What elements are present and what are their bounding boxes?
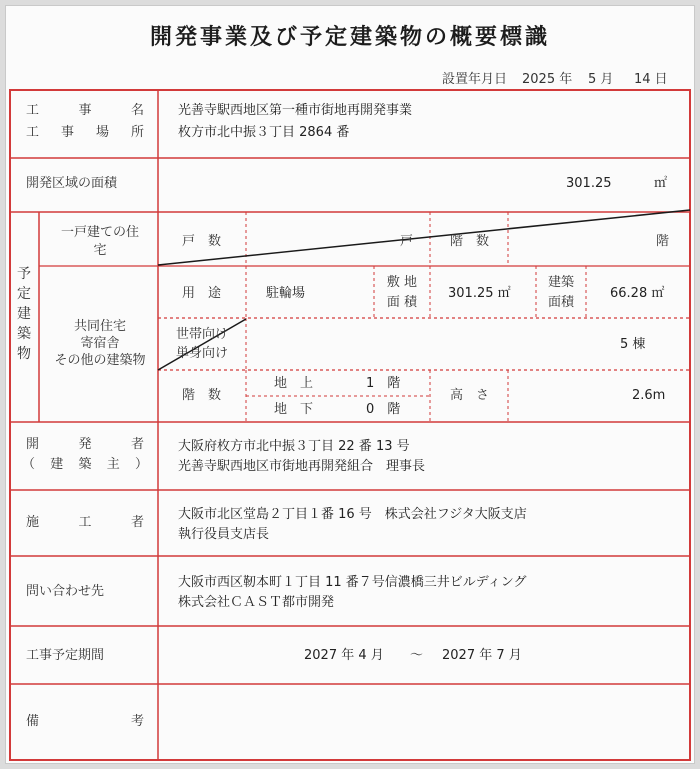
contact-label: 問い合わせ先 [26,584,105,599]
detached-units-label: 戸 数 [182,234,222,249]
install-date-month: 5 月 [588,72,614,87]
contact-line2: 株式会社ＣＡＳＴ都市開発 [178,595,335,610]
developer-label-2: （ 建 築 主 ） [22,457,148,472]
collective-label-2: 寄宿舎 [80,336,120,351]
contractor-line2: 執行役員支店長 [178,527,270,542]
detached-floors-label: 階 数 [450,234,490,249]
sign-title: 開発事業及び予定建築物の概要標識 [149,25,550,50]
detached-house-label-1: 一戸建ての住 [60,225,139,240]
use-label: 用 途 [182,286,222,301]
site-area-value: 301.25 ㎡ [448,286,511,301]
work-name-label: 工 事 名 [26,103,144,118]
install-date-label: 設置年月日 [442,72,508,87]
period-tilde: ～ [410,648,424,663]
contractor-label: 施 工 者 [26,515,144,530]
period-start: 2027 年 4 月 [304,648,384,663]
remarks-label: 備 考 [26,714,144,729]
detached-floors-unit: 階 [656,234,670,249]
period-end: 2027 年 7 月 [442,648,522,663]
work-site-label: 工 事 場 所 [26,125,144,140]
household-label-1: 世帯向け [176,327,229,342]
sign-board [6,6,694,763]
collective-floors-label: 階 数 [182,388,222,403]
above-ground-value: 1 階 [366,376,401,391]
developer-name: 光善寺駅西地区市街地再開発組合 理事長 [178,459,426,474]
install-date-day: 14 日 [634,72,668,87]
height-label: 高 さ [450,388,490,403]
building-area-label-2: 面積 [547,295,574,310]
above-ground-label: 地 上 [274,376,314,391]
building-area-label-1: 建築 [547,275,574,290]
planned-building-vertical-label: 予 定 建 築 物 [17,266,31,362]
height-value: 2.6m [632,388,666,403]
below-ground-value: 0 階 [366,402,401,417]
detached-house-label-2: 宅 [93,243,107,258]
development-area-label: 開発区域の面積 [26,176,118,191]
building-area-value: 66.28 ㎡ [610,286,665,301]
site-area-label-1: 敷 地 [386,275,418,290]
site-area-label-2: 面 積 [386,295,418,310]
collective-label-1: 共同住宅 [73,319,126,334]
collective-label-3: その他の建築物 [54,353,146,368]
work-site-value: 枚方市北中振３丁目 2864 番 [178,125,350,140]
install-date-year: 2025 年 [522,72,573,87]
contractor-line1: 大阪市北区堂島２丁目１番 16 号 株式会社フジタ大阪支店 [178,507,527,522]
development-area-unit: ㎡ [654,176,668,191]
developer-label-1: 開 発 者 [26,437,144,452]
contact-line1: 大阪市西区靭本町１丁目 11 番７号信濃橋三井ビルディング [178,575,527,590]
work-name-value: 光善寺駅西地区第一種市街地再開発事業 [178,103,413,118]
developer-address: 大阪府枚方市北中振３丁目 22 番 13 号 [178,439,410,454]
use-value: 駐輪場 [266,286,306,301]
period-label: 工事予定期間 [26,648,105,663]
household-label-2: 単身向け [176,346,229,361]
detached-units-unit: 戸 [400,234,414,249]
household-value: 5 棟 [620,337,646,352]
below-ground-label: 地 下 [274,402,314,417]
development-area-value: 301.25 [566,176,612,191]
